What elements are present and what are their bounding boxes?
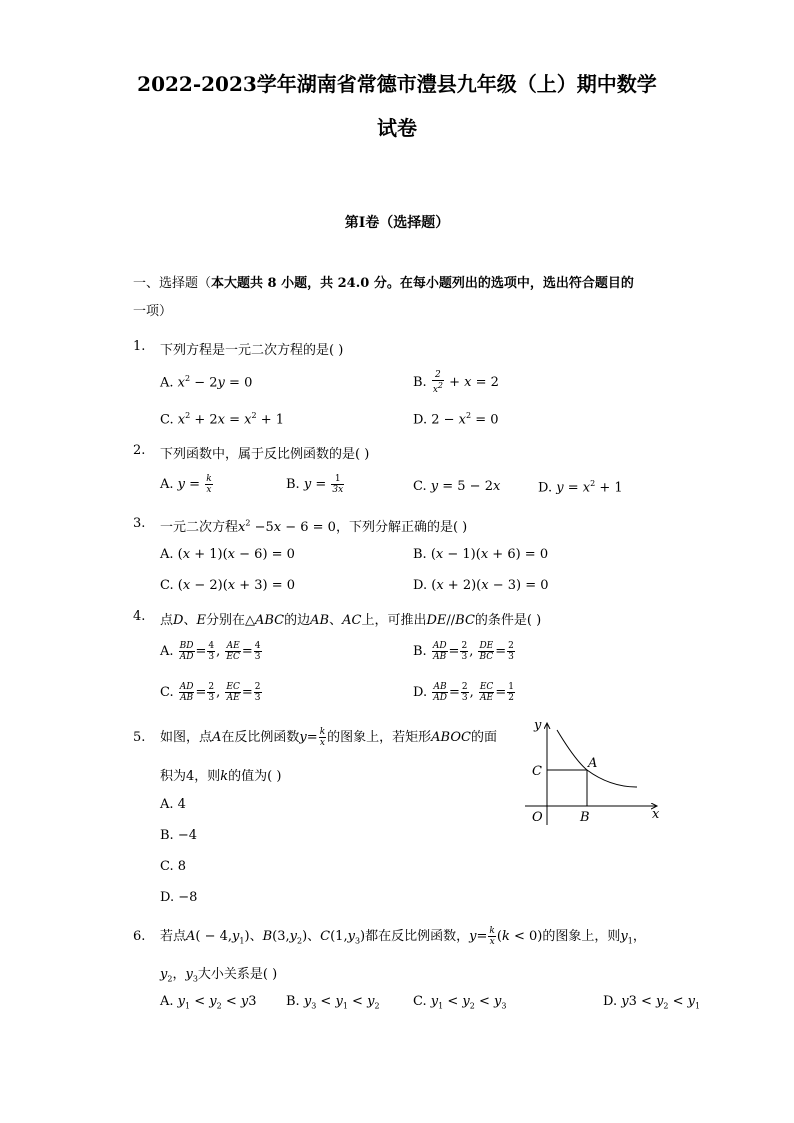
exam-title-line2: 试卷 — [377, 116, 417, 140]
option-label: D. — [413, 685, 428, 700]
label-y: y — [534, 718, 542, 733]
question-4-option-c[interactable]: C. $\frac{AD}{AB}$ = $\frac{2}{3}$ , $\frac{EC}{AE}$ = $\frac{2}{3}$ — [160, 682, 261, 703]
label-o: O — [532, 810, 543, 825]
question-2-number: 2. — [133, 443, 146, 458]
question-5-text-line2: 积为4，则k的值为( ) — [160, 769, 282, 784]
instructions — [133, 270, 673, 326]
instructions-line2: 一项） — [133, 304, 173, 319]
question-3-option-b[interactable]: B. (x − 1)(x + 6) = 0 — [413, 547, 549, 562]
question-2-text: 下列函数中，属于反比例函数的是( ) — [160, 447, 370, 462]
option-label: B. — [413, 375, 427, 390]
question-4-number: 4. — [133, 609, 146, 624]
question-6-option-d[interactable]: D. $y3 < y_2 < y_1$ — [603, 994, 701, 1011]
question-2-option-b[interactable]: B. y = $\frac{1}{3x}$ — [286, 474, 344, 495]
option-label: A. — [160, 547, 174, 562]
question-6-text: 若点$A( - 4,y_1)$、$B(3,y_2)$、$C(1,y_3)$都在反比例函数，y= $\frac{k}{x}$ (k < 0)的图象上，则$y_1$， — [160, 926, 646, 947]
question-6-option-a[interactable]: A. $y_1 < y_2 < y3$ — [160, 994, 257, 1011]
question-5-text-line2b: 的值为( ) — [228, 769, 282, 784]
question-5-number: 5. — [133, 730, 146, 745]
question-4-text-c: 的边 — [284, 613, 311, 628]
question-5-option-d[interactable]: D. −8 — [160, 890, 198, 905]
question-6-text-line2: $y_2$，$y_3$大小关系是( ) — [160, 967, 278, 984]
option-label: B. — [286, 994, 300, 1009]
question-4-option-b[interactable]: B. $\frac{AD}{AB}$ = $\frac{2}{3}$ , $\frac{DE}{BC}$ = $\frac{2}{3}$ — [413, 641, 514, 662]
option-label: C. — [160, 412, 174, 428]
question-3-text-a: 一元二次方程 — [160, 520, 239, 535]
question-5-text-b: 在反比例函数 — [221, 730, 300, 745]
question-3-option-c[interactable]: C. (x − 2)(x + 3) = 0 — [160, 578, 296, 593]
option-label: C. — [160, 685, 174, 700]
question-1-option-c[interactable]: C. $x^2 + 2x = x^2 + 1$ — [160, 411, 285, 428]
question-6-option-b[interactable]: B. $y_3 < y_1 < y_2$ — [286, 994, 380, 1011]
question-2-option-a[interactable]: A. y = $\frac{k}{x}$ — [160, 474, 212, 495]
question-1-option-a[interactable]: A. $x^2 - 2y = 0$ — [160, 374, 253, 391]
option-label: D. — [538, 480, 553, 496]
question-1-option-d[interactable]: D. $2 - x^2 = 0$ — [413, 411, 499, 428]
question-6-text-c: 的图象上，则 — [542, 929, 621, 944]
question-4-text: 点D、E分别在△ABC的边AB、AC上，可推出DE//BC的条件是( ) — [160, 613, 542, 628]
option-label: A. — [160, 375, 174, 391]
question-4-text-a: 点 — [160, 613, 174, 628]
question-5-text-line2a: 积为4，则 — [160, 769, 221, 784]
option-label: A. — [160, 994, 174, 1009]
exam-title-line1: 2022-2023学年湖南省常德市澧县九年级（上）期中数学 — [137, 72, 657, 96]
option-label: B. — [413, 547, 427, 562]
question-5-figure — [515, 715, 665, 830]
question-5-option-c[interactable]: C. 8 — [160, 859, 187, 874]
question-4-option-d[interactable]: D. $\frac{AB}{AD}$ = $\frac{2}{3}$ , $\frac{EC}{AE}$ = $\frac{1}{2}$ — [413, 682, 514, 703]
question-6-number: 6. — [133, 929, 146, 944]
instructions-bold: 本大题共 8 小题，共 24.0 分。在每小题列出的选项中，选出符合题目的 — [211, 276, 634, 291]
question-1-text: 下列方程是一元二次方程的是( ) — [160, 343, 344, 358]
question-3-text-b: ，下列分解正确的是( ) — [335, 520, 468, 535]
option-label: B. — [286, 477, 300, 492]
label-x: x — [652, 807, 660, 822]
label-a: A — [588, 756, 598, 771]
section-title: 第I卷（选择题） — [344, 215, 450, 231]
option-label: D. — [413, 412, 428, 428]
option-label: B. — [413, 644, 427, 659]
option-label: C. — [413, 994, 427, 1009]
question-5-text-d: 的面 — [470, 730, 497, 745]
option-label: A. — [160, 644, 174, 659]
label-c: C — [532, 764, 542, 779]
option-label: C. — [160, 578, 174, 593]
question-6-text-line2-main: 大小关系是( ) — [197, 967, 278, 982]
question-5-text-a: 如图，点 — [160, 730, 213, 745]
option-label: D. — [413, 578, 428, 593]
question-4-text-b: 分别在 — [205, 613, 245, 628]
label-b: B — [580, 810, 590, 825]
question-6-text-b: 都在反比例函数， — [365, 929, 470, 944]
option-label: C. — [413, 479, 427, 494]
instructions-prefix: 一、选择题（ — [133, 276, 212, 291]
question-4-text-e: 的条件是( ) — [474, 613, 542, 628]
option-label: D. — [603, 994, 618, 1009]
question-3-text: 一元二次方程$x^2 -5x - 6 = 0$，下列分解正确的是( ) — [160, 518, 468, 535]
question-6-text-a: 若点 — [160, 929, 187, 944]
question-6-option-c[interactable]: C. $y_1 < y_2 < y_3$ — [413, 994, 507, 1011]
question-2-option-d[interactable]: D. $y = x^2 + 1$ — [538, 479, 623, 496]
question-3-number: 3. — [133, 516, 146, 531]
rectangle-aboc — [547, 770, 587, 806]
question-4-text-d: 上，可推出 — [361, 613, 427, 628]
question-3-option-a[interactable]: A. (x + 1)(x − 6) = 0 — [160, 547, 295, 562]
question-1-number: 1. — [133, 339, 146, 354]
question-4-option-a[interactable]: A. $\frac{BD}{AD}$ = $\frac{4}{3}$ , $\frac{AE}{EC}$ = $\frac{4}{3}$ — [160, 641, 261, 662]
question-5-option-b[interactable]: B. −4 — [160, 828, 197, 843]
option-label: A. — [160, 477, 174, 492]
question-2-option-c[interactable]: C. y = 5 − 2x — [413, 479, 501, 494]
question-5-text: 如图，点A在反比例函数y= $\frac{k}{x}$ 的图象上，若矩形ABOC的面 — [160, 727, 497, 748]
question-3-option-d[interactable]: D. (x + 2)(x − 3) = 0 — [413, 578, 549, 593]
question-5-text-c: 的图象上，若矩形 — [327, 730, 432, 745]
question-5-option-a[interactable]: A. 4 — [160, 797, 186, 812]
question-1-option-b[interactable]: B. $\frac{2}{x^2}$ + x = 2 — [413, 370, 499, 395]
